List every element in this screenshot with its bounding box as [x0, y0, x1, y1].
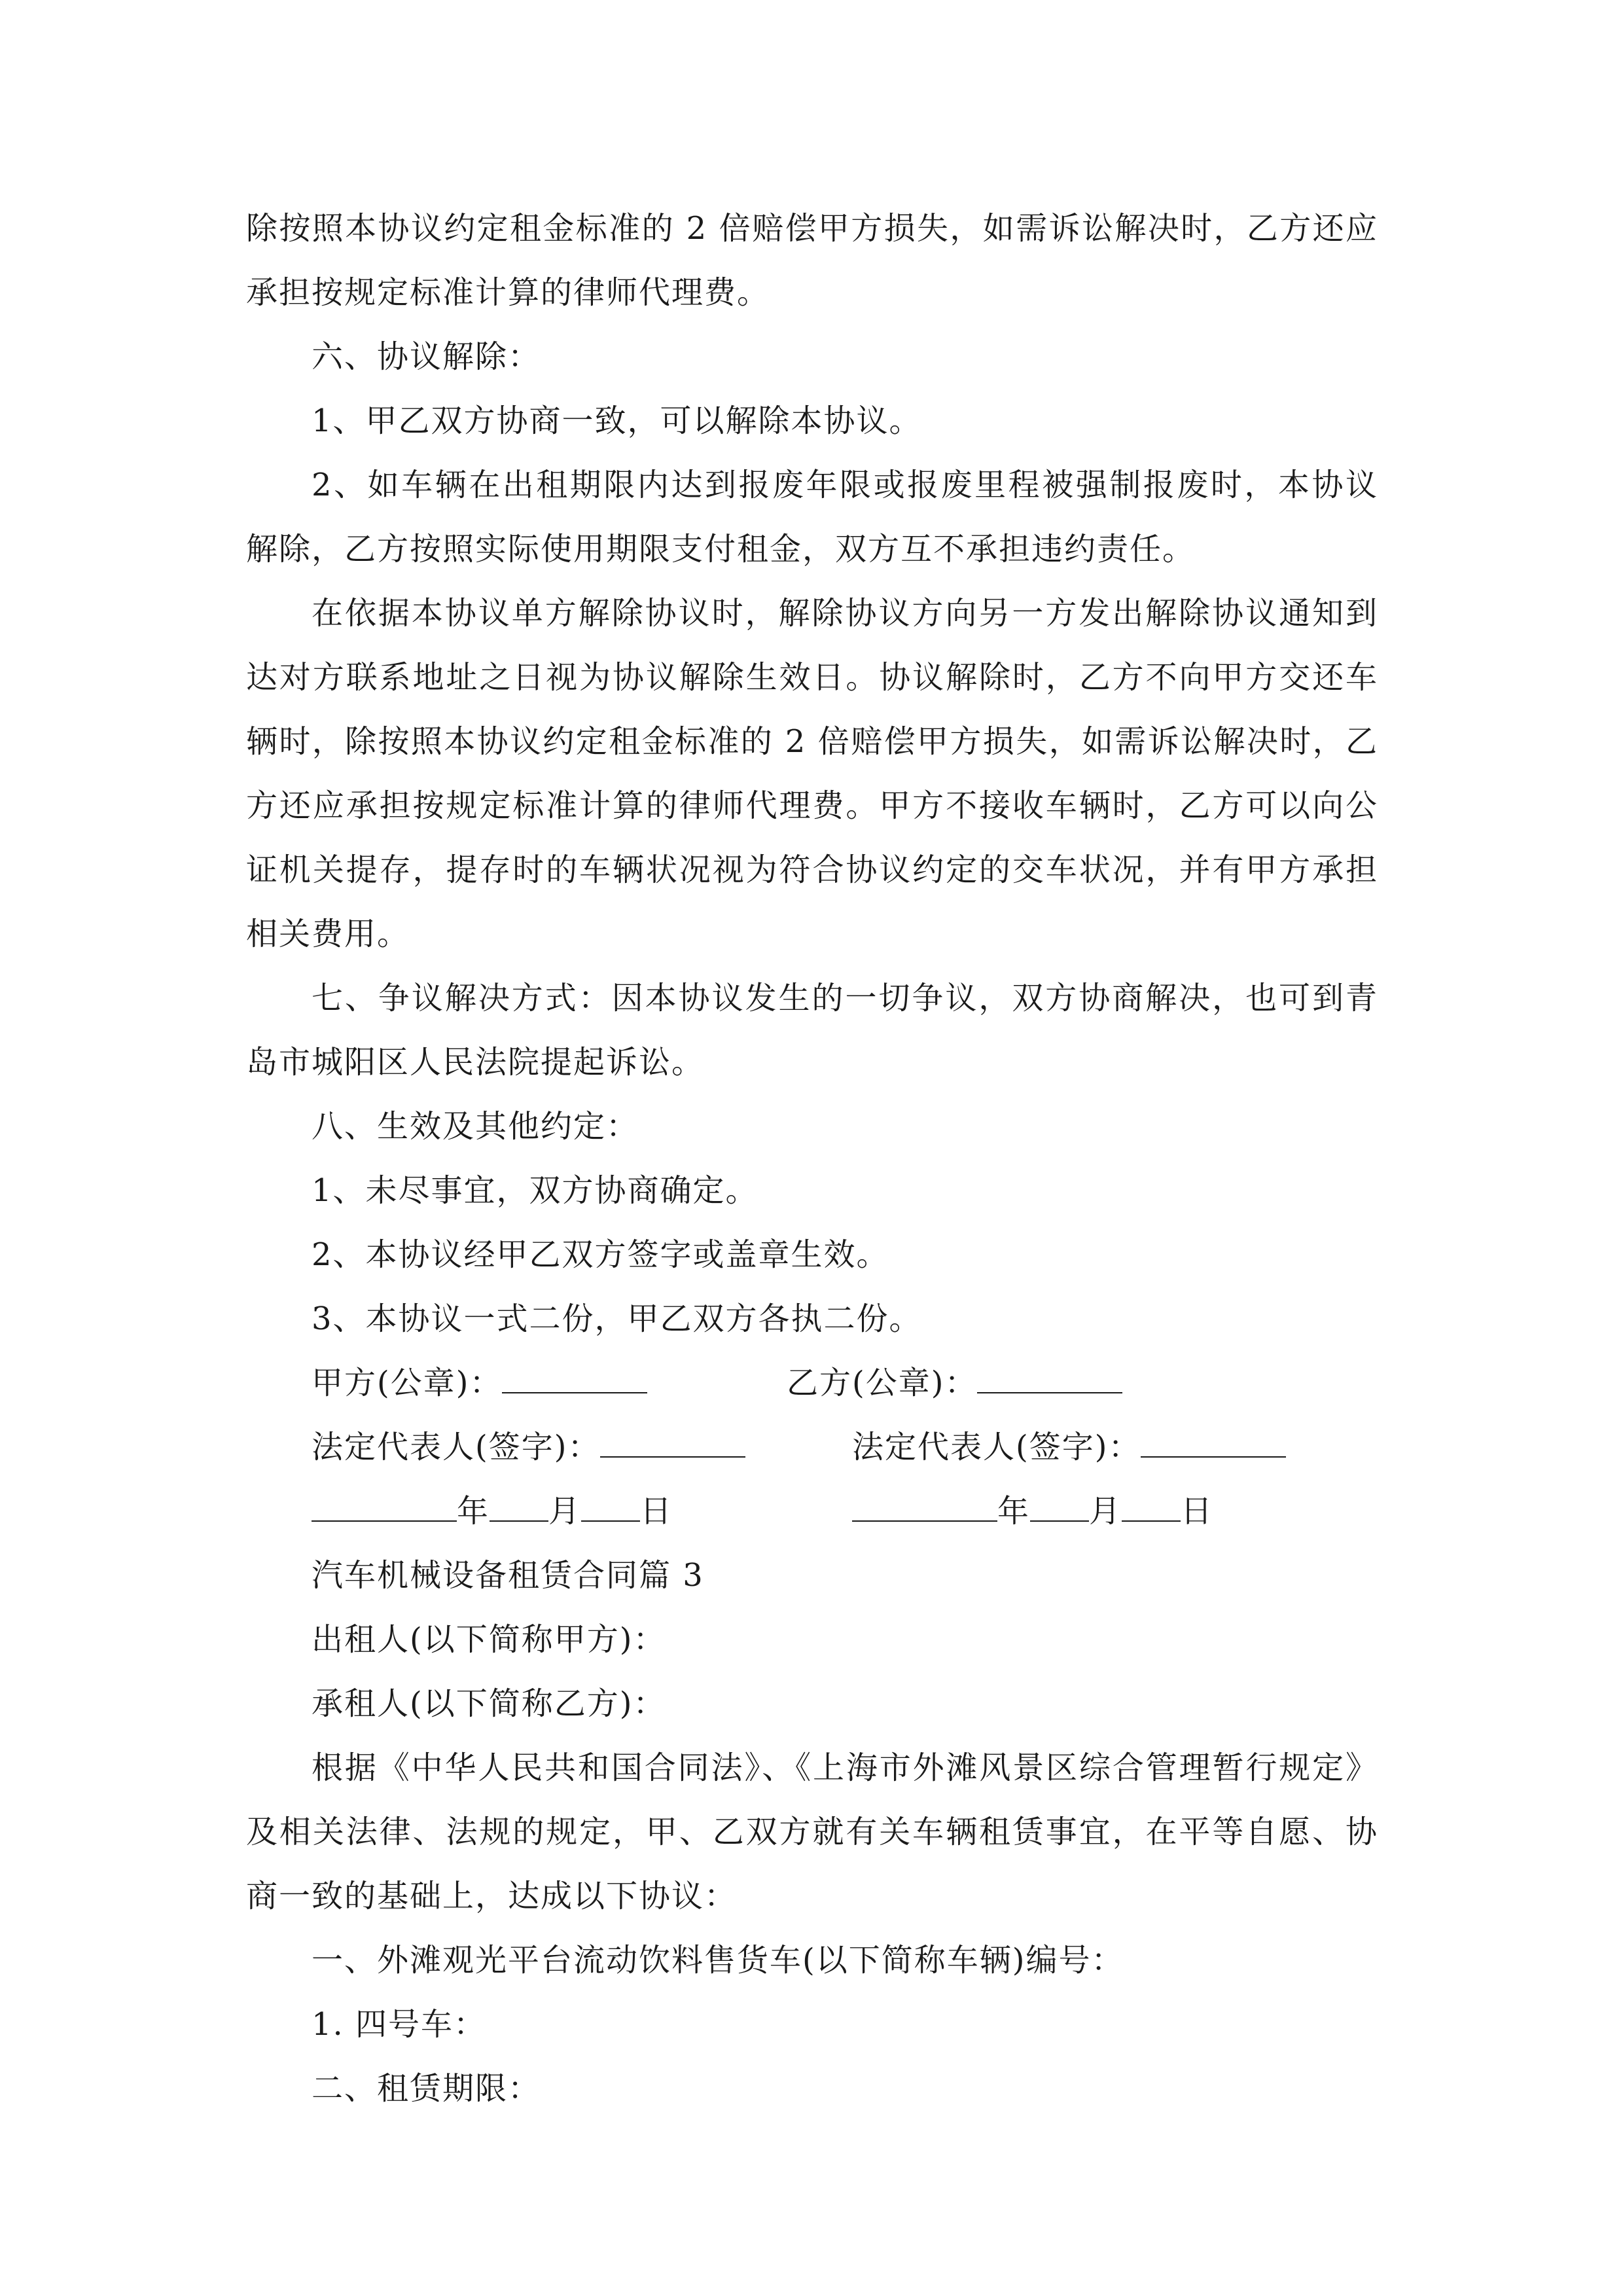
date-b-month-blank[interactable] [1030, 1484, 1089, 1522]
lessee-line: 承租人(以下简称乙方)： [312, 1685, 666, 1722]
party-b-seal-blank[interactable] [977, 1355, 1122, 1393]
lessor-line: 出租人(以下简称甲方)： [312, 1621, 666, 1658]
paragraph-legal-basis: 根据《中华人民共和国合同法》、《上海市外滩风景区综合管理暂行规定》及相关法律、法规的规定，甲、乙双方就有关车辆租赁事宜，在平等自愿、协商一致的基础上，达成以下协议： [246, 1749, 1378, 1914]
date-a [312, 1479, 673, 1543]
legal-rep-b-label: 法定代表人(签字)： [852, 1429, 1141, 1465]
legal-rep-a-blank[interactable] [600, 1420, 745, 1458]
clause-termination-1: 1、甲乙双方协商一致，可以解除本协议。 [312, 403, 922, 439]
heading-vehicle-number: 一、外滩观光平台流动饮料售货车(以下简称车辆)编号： [312, 1942, 1124, 1979]
party-b-seal [787, 1351, 1122, 1415]
date-row [246, 1479, 1378, 1543]
legal-rep-row [246, 1415, 1378, 1479]
party-a-seal-blank[interactable] [502, 1355, 647, 1393]
date-a-year-label: 年 [457, 1493, 490, 1530]
paragraph-unilateral-termination: 在依据本协议单方解除协议时，解除协议方向另一方发出解除协议通知到达对方联系地址之日视为协议解除生效日。协议解除时，乙方不向甲方交还车辆时，除按照本协议约定租金标准的 2 倍赔偿甲方损失，如需诉讼解决时，乙方还应承担按规定标准计算的律师代理费。甲方不接收车辆时，乙方可以向公证机关提存，提存时的车辆状况视为符合协议约定的交车状况，并有甲方承担相关费用。 [246, 595, 1378, 952]
clause-effectiveness-3: 3、本协议一式二份，甲乙双方各执二份。 [312, 1300, 922, 1337]
item-vehicle-4: 1. 四号车： [312, 2006, 487, 2043]
heading-lease-term: 二、租赁期限： [312, 2070, 541, 2107]
legal-rep-a-label: 法定代表人(签字)： [312, 1429, 601, 1465]
paragraph-compensation-clause: 除按照本协议约定租金标准的 2 倍赔偿甲方损失，如需诉讼解决时，乙方还应承担按规定标准计算的律师代理费。 [246, 210, 1378, 311]
clause-termination-2: 2、如车辆在出租期限内达到报废年限或报废里程被强制报废时，本协议解除，乙方按照实际使用期限支付租金，双方互不承担违约责任。 [246, 467, 1378, 567]
clause-effectiveness-1: 1、未尽事宜，双方协商确定。 [312, 1172, 758, 1209]
date-b [852, 1479, 1213, 1543]
date-b-day-label: 日 [1181, 1493, 1214, 1530]
document-body [246, 196, 1378, 2121]
legal-rep-b-blank[interactable] [1141, 1420, 1286, 1458]
legal-rep-b [852, 1415, 1286, 1479]
party-a-seal [312, 1351, 647, 1415]
clause-effectiveness-2: 2、本协议经甲乙双方签字或盖章生效。 [312, 1236, 889, 1273]
date-b-year-blank[interactable] [852, 1484, 997, 1522]
party-b-seal-label: 乙方(公章)： [787, 1365, 978, 1401]
heading-termination: 六、协议解除： [312, 338, 541, 375]
heading-effectiveness: 八、生效及其他约定： [312, 1108, 639, 1145]
legal-rep-a [312, 1415, 745, 1479]
date-b-month-label: 月 [1089, 1493, 1122, 1530]
date-b-day-blank[interactable] [1122, 1484, 1181, 1522]
date-a-month-label: 月 [548, 1493, 582, 1530]
party-a-seal-label: 甲方(公章)： [312, 1365, 503, 1401]
heading-dispute-resolution: 七、争议解决方式：因本协议发生的一切争议，双方协商解决，也可到青岛市城阳区人民法院提起诉讼。 [246, 980, 1378, 1081]
date-b-year-label: 年 [997, 1493, 1031, 1530]
date-a-month-blank[interactable] [490, 1484, 548, 1522]
section-title-contract-3: 汽车机械设备租赁合同篇 3 [312, 1557, 704, 1594]
date-a-day-label: 日 [640, 1493, 673, 1530]
seal-row [246, 1351, 1378, 1415]
date-a-day-blank[interactable] [581, 1484, 640, 1522]
date-a-year-blank[interactable] [312, 1484, 457, 1522]
